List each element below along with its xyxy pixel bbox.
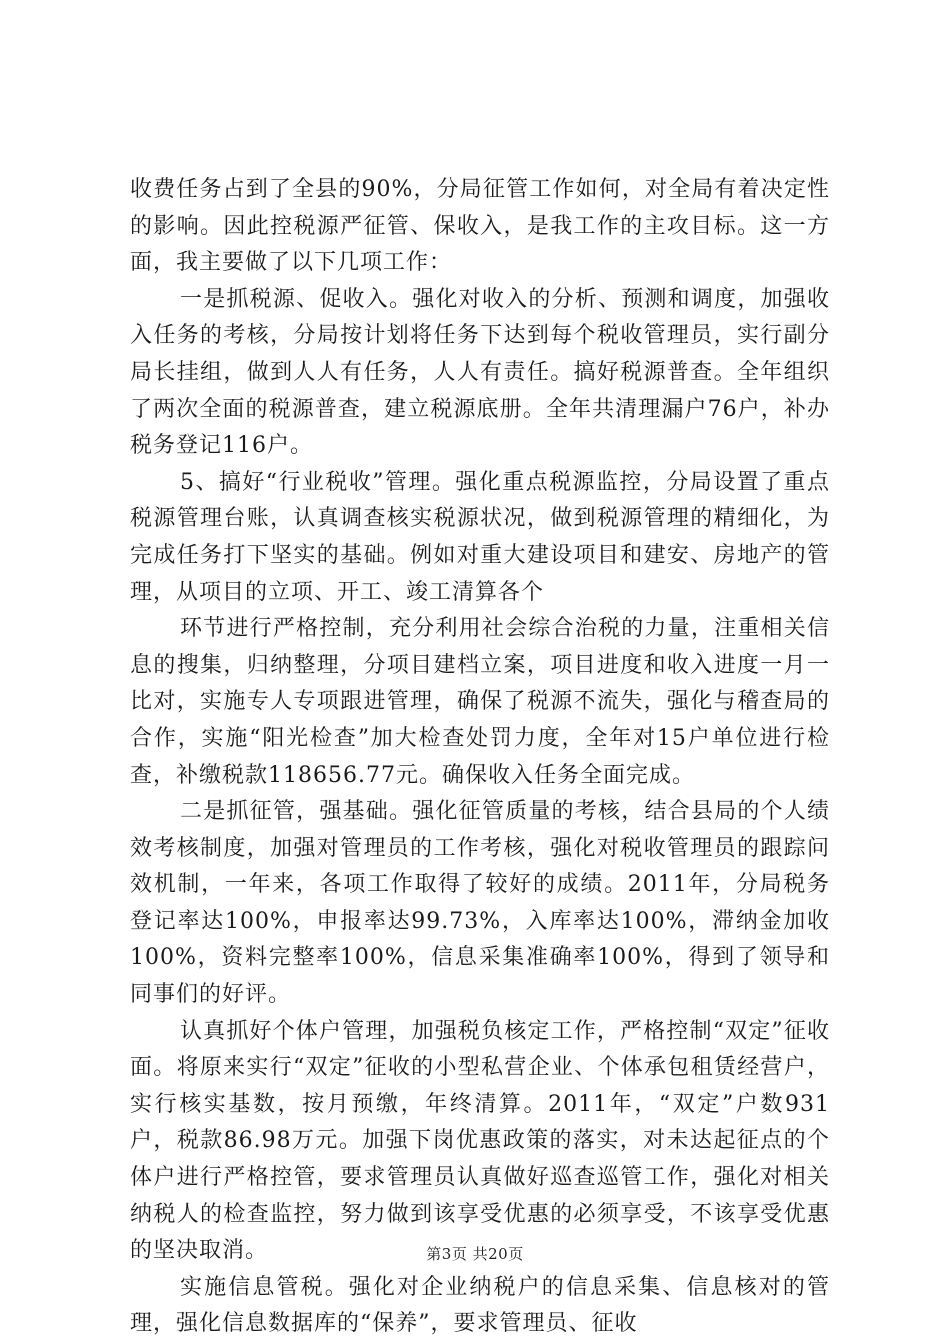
paragraph: 二是抓征管，强基础。强化征管质量的考核，结合县局的个人绩效考核制度，加强对管理员的工作考核，强化对税收管理员的跟踪问效机制，一年来，各项工作取得了较好的成绩。2011年，分局税务登记率达100%，申报率达99.73%，入库率达100%，滞纳金加收100%，资料完整率100%，信息采集准确率100%，得到了领导和同事们的好评。 [130,799,830,1008]
page-number-label: 第3页 共20页 [426,1245,524,1263]
page-footer [0,1244,950,1264]
paragraph: 收费任务占到了全县的90%，分局征管工作如何，对全局有着决定性的影响。因此控税源严征管、保收入，是我工作的主攻目标。这一方面，我主要做了以下几项工作： [130,177,830,276]
paragraph: 一是抓税源、促收入。强化对收入的分析、预测和调度，加强收入任务的考核，分局按计划将任务下达到每个税收管理员，实行副分局长挂组，做到人人有任务，人人有责任。搞好税源普查。全年组织了两次全面的税源普查，建立税源底册。全年共清理漏户76户，补办税务登记116户。 [130,286,830,459]
paragraph: 环节进行严格控制，充分利用社会综合治税的力量，注重相关信息的搜集，归纳整理，分项目建档立案，项目进度和收入进度一月一比对，实施专人专项跟进管理，确保了税源不流失，强化与稽查局的合作，实施“阳光检查”加大检查处罚力度，全年对15户单位进行检查，补缴税款118656.77元。确保收入任务全面完成。 [130,616,830,788]
paragraph: 认真抓好个体户管理，加强税负核定工作，严格控制“双定”征收面。将原来实行“双定”征收的小型私营企业、个体承包租赁经营户，实行核实基数，按月预缴，年终清算。2011年，“双定”户数931户，税款86.98万元。加强下岗优惠政策的落实，对未达起征点的个体户进行严格控管，要求管理员认真做好巡查巡管工作，强化对相关纳税人的检查监控，努力做到该享受优惠的必须享受，不该享受优惠的坚决取消。 [130,1018,830,1264]
paragraph: 实施信息管税。强化对企业纳税户的信息采集、信息核对的管理，强化信息数据库的“保养”，要求管理员、征收 [130,1274,830,1337]
document-body [130,172,830,1343]
paragraph: 5、搞好“行业税收”管理。强化重点税源监控，分局设置了重点税源管理台账，认真调查核实税源状况，做到税源管理的精细化，为完成任务打下坚实的基础。例如对重大建设项目和建安、房地产的管理，从项目的立项、开工、竣工清算各个 [130,469,830,605]
